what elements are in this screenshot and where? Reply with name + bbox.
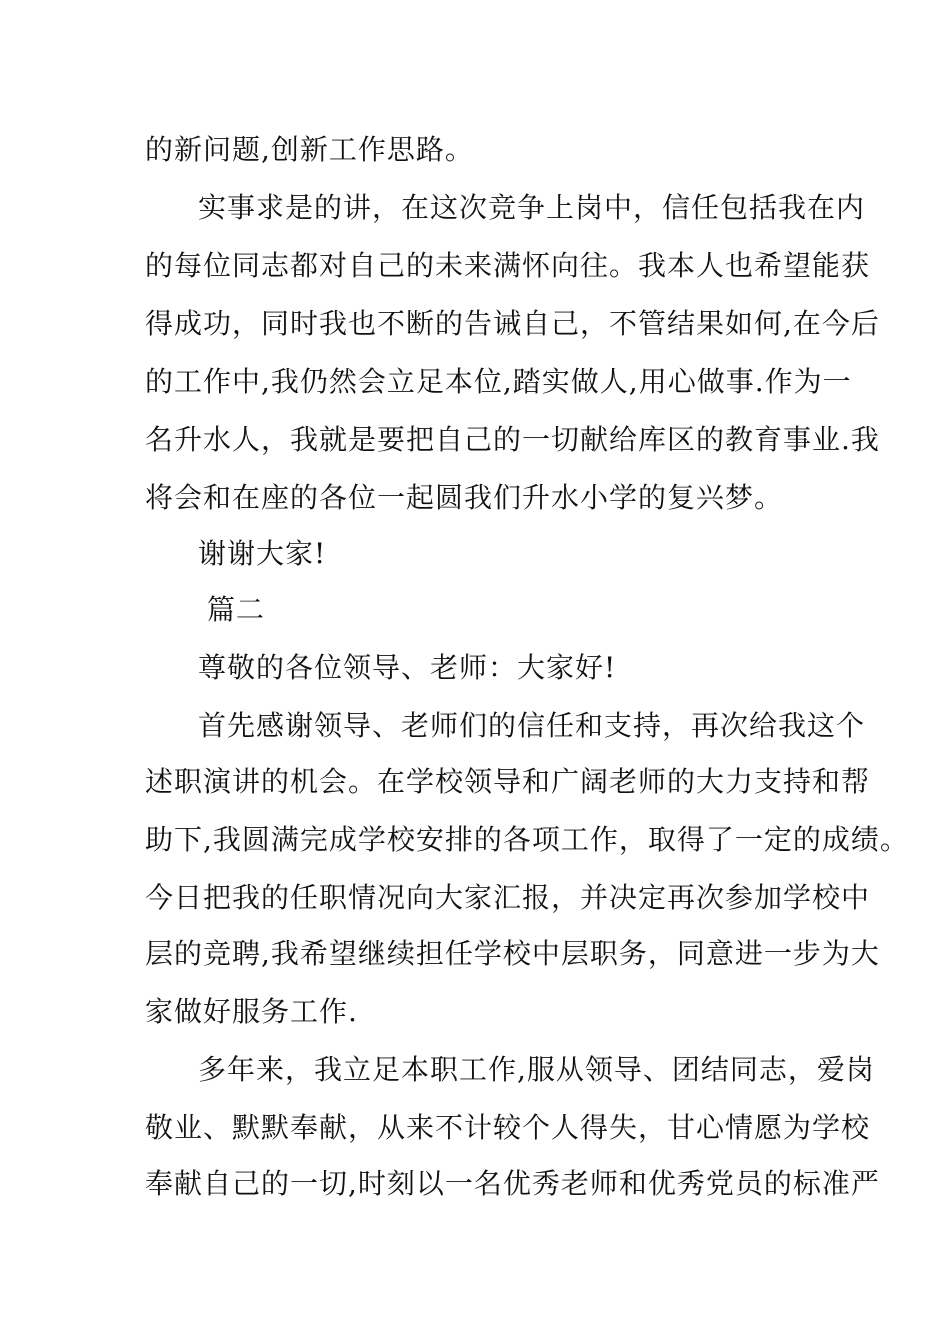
text-line: 敬业、默默奉献，从来不计较个人得失，甘心情愿为学校: [145, 1111, 871, 1144]
text-line: 的工作中,我仍然会立足本位,踏实做人,用心做事.作为一: [145, 365, 852, 398]
text-line: 将会和在座的各位一起圆我们升水小学的复兴梦。: [145, 481, 784, 514]
salutation-line: 尊敬的各位领导、老师：大家好!: [198, 651, 617, 684]
text-line: 的新问题,创新工作思路。: [145, 133, 474, 166]
text-line: 的每位同志都对自己的未来满怀向往。我本人也希望能获: [145, 249, 871, 282]
text-line: 得成功，同时我也不断的告诫自己，不管结果如何,在今后: [145, 307, 880, 340]
paragraph-start-line: 实事求是的讲，在这次竞争上岗中，信任包括我在内: [198, 191, 866, 224]
text-line: 今日把我的任职情况向大家汇报，并决定再次参加学校中: [145, 881, 871, 914]
text-line: 述职演讲的机会。在学校领导和广阔老师的大力支持和帮: [145, 765, 871, 798]
paragraph-start-line: 多年来，我立足本职工作,服从领导、团结同志，爱岗: [198, 1053, 875, 1086]
text-line: 助下,我圆满完成学校安排的各项工作，取得了一定的成绩。: [145, 823, 909, 856]
closing-line: 谢谢大家!: [198, 537, 327, 570]
text-line: 名升水人，我就是要把自己的一切献给库区的教育事业.我: [145, 423, 880, 456]
text-line: 层的竞聘,我希望继续担任学校中层职务，同意进一步为大: [145, 937, 880, 970]
text-line: 家做好服务工作.: [145, 995, 358, 1028]
text-line: 奉献自己的一切,时刻以一名优秀老师和优秀党员的标准严: [145, 1167, 880, 1200]
paragraph-start-line: 首先感谢领导、老师们的信任和支持，再次给我这个: [198, 709, 866, 742]
section-heading: 篇二: [207, 593, 266, 626]
